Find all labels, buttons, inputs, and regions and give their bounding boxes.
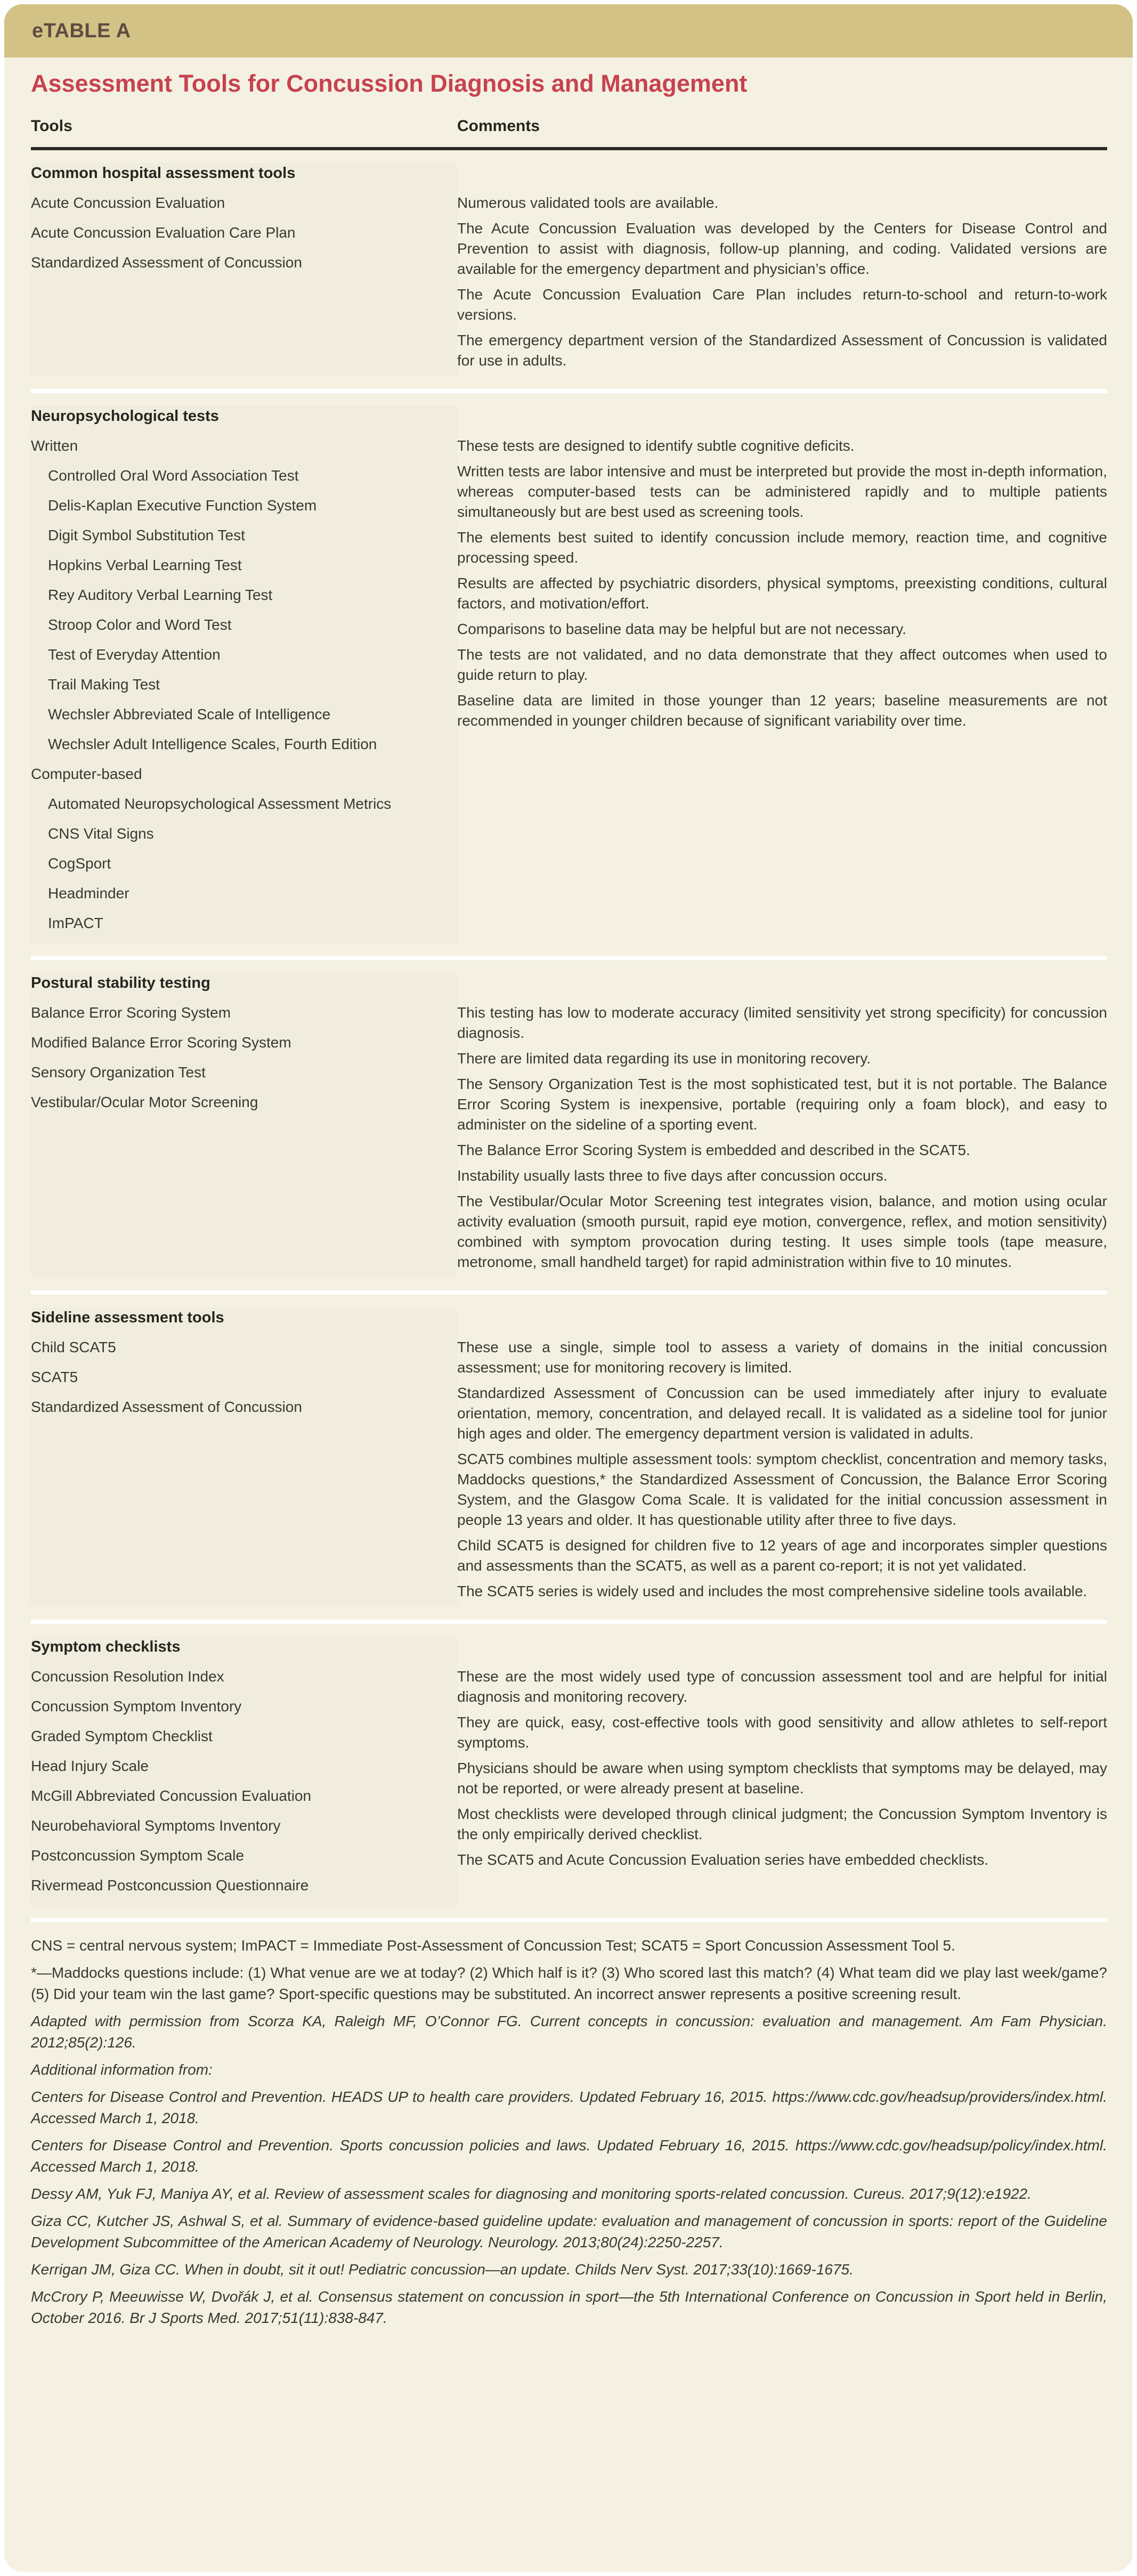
comment-paragraph: These tests are designed to identify subtle cognitive deficits. xyxy=(457,437,855,454)
comment-paragraph: Results are affected by psychiatric disorders, physical symptoms, preexisting conditions, cultural factors, and motivation/effort. xyxy=(457,575,1107,612)
comment-paragraph: Baseline data are limited in those younger than 12 years; baseline measurements are not recommended in younger children because of significant variability over time. xyxy=(457,692,1107,729)
table-section xyxy=(31,389,1107,956)
comments-column xyxy=(457,973,1107,1278)
comment-paragraph: There are limited data regarding its use in monitoring recovery. xyxy=(457,1050,871,1067)
comment-paragraph: Instability usually lasts three to five days after concussion occurs. xyxy=(457,1167,888,1184)
tool-item: Sensory Organization Test xyxy=(31,1064,206,1080)
tools-column xyxy=(31,1307,457,1607)
tool-item: Balance Error Scoring System xyxy=(31,1004,231,1021)
tool-item: Computer-based xyxy=(31,766,142,782)
reference-paragraph: McCrory P, Meeuwisse W, Dvořák J, et al. Consensus statement on concussion in sport—the 5th International Conference on Concussion in Sport held in Berlin, October 2016. Br J Sports Med. 2017;51(11):838-847. xyxy=(31,2288,1107,2326)
comment-paragraph: Standardized Assessment of Concussion can be used immediately after injury to evaluate orientation, memory, concentration, and delayed recall. It is validated as a sideline tool for junior high ages and older. The emergency department version is validated in adults. xyxy=(457,1385,1107,1442)
tool-item: Rivermead Postconcussion Questionnaire xyxy=(31,1877,309,1894)
tool-item: Hopkins Verbal Learning Test xyxy=(48,557,242,573)
tools-column xyxy=(31,406,457,943)
column-headers xyxy=(31,117,1107,150)
comment-paragraph: Comparisons to baseline data may be helpful but are not necessary. xyxy=(457,621,907,637)
comment-paragraph: Written tests are labor intensive and must be interpreted but provide the most in-depth information, whereas computer-based tests can be administered rapidly and to multiple patients simultaneously but are best used as screening tools. xyxy=(457,463,1107,520)
tool-item: Automated Neuropsychological Assessment Metrics xyxy=(48,795,392,812)
comment-paragraph: These are the most widely used type of concussion assessment tool and are helpful for initial diagnosis and monitoring recovery. xyxy=(457,1668,1107,1705)
tool-item: Graded Symptom Checklist xyxy=(31,1728,213,1744)
comments-column xyxy=(457,406,1107,943)
tools-column xyxy=(31,973,457,1278)
comment-paragraph: SCAT5 combines multiple assessment tools: symptom checklist, concentration and memory tasks, Maddocks questions,* the Standardized Assessment of Concussion, the Balance Error Scoring System, and the Glasgow Coma Scale. It is validated for the initial concussion assessment in people 13 years and older. It has questionable utility after three to five days. xyxy=(457,1451,1107,1528)
tool-item: Acute Concussion Evaluation Care Plan xyxy=(31,224,296,241)
reference-paragraph: Dessy AM, Yuk FJ, Maniya AY, et al. Review of assessment scales for diagnosing and monitoring sports-related concussion. Cureus. 2017;9(12):e1922. xyxy=(31,2185,1032,2202)
comment-paragraph: The Balance Error Scoring System is embedded and described in the SCAT5. xyxy=(457,1142,970,1158)
reference-paragraph: Centers for Disease Control and Prevention. HEADS UP to health care providers. Updated February 16, 2015. https://www.cdc.gov/headsup/providers/index.html. Accessed March 1, 2018. xyxy=(31,2089,1107,2126)
reference-paragraph: Adapted with permission from Scorza KA, Raleigh MF, O’Connor FG. Current concepts in concussion: evaluation and management. Am Fam Physician. 2012;85(2):126. xyxy=(31,2013,1107,2051)
tool-item: Wechsler Abbreviated Scale of Intelligence xyxy=(48,706,331,722)
etable-card xyxy=(4,4,1133,2572)
tool-item: Child SCAT5 xyxy=(31,1339,116,1355)
tool-item: Acute Concussion Evaluation xyxy=(31,194,225,211)
tool-item: Modified Balance Error Scoring System xyxy=(31,1034,291,1051)
tool-item: Digit Symbol Substitution Test xyxy=(48,527,245,543)
page-title: Assessment Tools for Concussion Diagnosis and Management xyxy=(31,70,748,97)
comment-paragraph: These use a single, simple tool to assess a variety of domains in the initial concussion assessment; use for monitoring recovery is limited. xyxy=(457,1339,1107,1376)
tool-item: CogSport xyxy=(48,855,111,872)
reference-paragraph: Centers for Disease Control and Prevention. Sports concussion policies and laws. Updated February 16, 2015. https://www.cdc.gov/headsup/policy/index.html. Accessed March 1, 2018. xyxy=(31,2137,1107,2175)
column-header-tools: Tools xyxy=(31,117,72,135)
table-section xyxy=(31,1620,1107,1918)
comment-paragraph: The SCAT5 series is widely used and includes the most comprehensive sideline tools available. xyxy=(457,1583,1087,1599)
tool-item: Rey Auditory Verbal Learning Test xyxy=(48,587,273,603)
tool-item: Neurobehavioral Symptoms Inventory xyxy=(31,1817,281,1834)
tools-column xyxy=(31,163,457,376)
tool-item: Delis-Kaplan Executive Function System xyxy=(48,497,317,514)
comments-column xyxy=(457,1307,1107,1607)
comment-paragraph: The Sensory Organization Test is the most sophisticated test, but it is not portable. The Balance Error Scoring System is inexpensive, portable (requiring only a foam block), and easy to administer on the sideline of a sporting event. xyxy=(457,1076,1107,1133)
comment-paragraph: Child SCAT5 is designed for children five to 12 years of age and incorporates simpler questions and assessments than the SCAT5, as well as a parent co-report; it is not yet validated. xyxy=(457,1537,1107,1574)
comment-paragraph: The SCAT5 and Acute Concussion Evaluation series have embedded checklists. xyxy=(457,1851,989,1868)
sections-container xyxy=(31,150,1107,1918)
footnotes xyxy=(31,1918,1107,2356)
tool-item: Concussion Symptom Inventory xyxy=(31,1698,242,1714)
tool-item: McGill Abbreviated Concussion Evaluation xyxy=(31,1787,312,1804)
comment-paragraph: This testing has low to moderate accuracy (limited sensitivity yet strong specificity) for concussion diagnosis. xyxy=(457,1004,1107,1041)
table-section xyxy=(31,956,1107,1290)
comment-paragraph: Physicians should be aware when using symptom checklists that symptoms may be delayed, may not be reported, or were already present at baseline. xyxy=(457,1760,1107,1797)
tools-column xyxy=(31,1637,457,1905)
comment-paragraph: Most checklists were developed through clinical judgment; the Concussion Symptom Inventory is the only empirically derived checklist. xyxy=(457,1806,1107,1842)
comments-column xyxy=(457,1637,1107,1905)
tool-item: Test of Everyday Attention xyxy=(48,646,221,663)
footnote-paragraph: *—Maddocks questions include: (1) What venue are we at today? (2) Which half is it? (3) Who scored last this match? (4) What team did we play last week/game? (5) Did your team win the last game? Sport-specific questions may be substituted. An incorrect answer represents a positive screening result. xyxy=(31,1964,1107,2002)
table-tag: eTABLE A xyxy=(32,19,131,42)
section-header: Common hospital assessment tools xyxy=(31,165,296,182)
comment-paragraph: The Acute Concussion Evaluation was developed by the Centers for Disease Control and Prevention to assist with diagnosis, follow-up planning, and coding. Validated versions are available for the emergency department and physician’s office. xyxy=(457,220,1107,277)
tool-item: Vestibular/Ocular Motor Screening xyxy=(31,1094,258,1110)
tool-item: Concussion Resolution Index xyxy=(31,1668,224,1685)
comment-paragraph: Numerous validated tools are available. xyxy=(457,194,719,211)
tool-item: Standardized Assessment of Concussion xyxy=(31,1399,302,1415)
tool-item: Standardized Assessment of Concussion xyxy=(31,254,302,271)
tool-item: Controlled Oral Word Association Test xyxy=(48,467,299,484)
footnote-paragraph: CNS = central nervous system; ImPACT = Immediate Post-Assessment of Concussion Test; SCAT5 = Sport Concussion Assessment Tool 5. xyxy=(31,1937,955,1954)
comment-paragraph: The Vestibular/Ocular Motor Screening test integrates vision, balance, and motion using ocular activity evaluation (smooth pursuit, rapid eye motion, convergence, reflex, and motion sensitivity) combined with symptom provocation during testing. It uses simple tools (tape measure, metronome, small handheld target) for rapid administration within five to 10 minutes. xyxy=(457,1193,1107,1270)
tool-item: ImPACT xyxy=(48,915,103,931)
comment-paragraph: They are quick, easy, cost-effective tools with good sensitivity and allow athletes to self-report symptoms. xyxy=(457,1714,1107,1751)
reference-paragraph: Additional information from: xyxy=(31,2061,213,2078)
column-header-comments: Comments xyxy=(457,117,540,135)
comment-paragraph: The elements best suited to identify concussion include memory, reaction time, and cognitive processing speed. xyxy=(457,529,1107,566)
table-section xyxy=(31,1290,1107,1620)
table-section xyxy=(31,150,1107,389)
section-header: Neuropsychological tests xyxy=(31,408,219,425)
tool-item: Head Injury Scale xyxy=(31,1758,149,1774)
reference-paragraph: Kerrigan JM, Giza CC. When in doubt, sit it out! Pediatric concussion—an update. Childs Nerv Syst. 2017;33(10):1669-1675. xyxy=(31,2261,854,2278)
section-header: Sideline assessment tools xyxy=(31,1309,224,1326)
tool-item: Trail Making Test xyxy=(48,676,160,693)
tool-item: Postconcussion Symptom Scale xyxy=(31,1847,244,1864)
tool-item: Headminder xyxy=(48,885,129,901)
table-body xyxy=(4,58,1133,2356)
tool-item: CNS Vital Signs xyxy=(48,825,154,842)
reference-paragraph: Giza CC, Kutcher JS, Ashwal S, et al. Summary of evidence-based guideline update: evaluation and management of concussion in sports: report of the Guideline Development Subcommittee of the American Academy of Neurology. Neurology. 2013;80(24):2250-2257. xyxy=(31,2213,1107,2250)
tool-item: SCAT5 xyxy=(31,1369,78,1385)
section-header: Symptom checklists xyxy=(31,1638,181,1655)
comment-paragraph: The Acute Concussion Evaluation Care Plan includes return-to-school and return-to-work versions. xyxy=(457,286,1107,323)
tool-item: Stroop Color and Word Test xyxy=(48,616,232,633)
comment-paragraph: The emergency department version of the Standardized Assessment of Concussion is validated for use in adults. xyxy=(457,332,1107,369)
comment-paragraph: The tests are not validated, and no data demonstrate that they affect outcomes when used to guide return to play. xyxy=(457,646,1107,683)
tool-item: Written xyxy=(31,437,78,454)
section-header: Postural stability testing xyxy=(31,974,210,992)
comments-column xyxy=(457,163,1107,376)
tool-item: Wechsler Adult Intelligence Scales, Fourth Edition xyxy=(48,736,377,752)
table-header-band xyxy=(4,4,1133,58)
